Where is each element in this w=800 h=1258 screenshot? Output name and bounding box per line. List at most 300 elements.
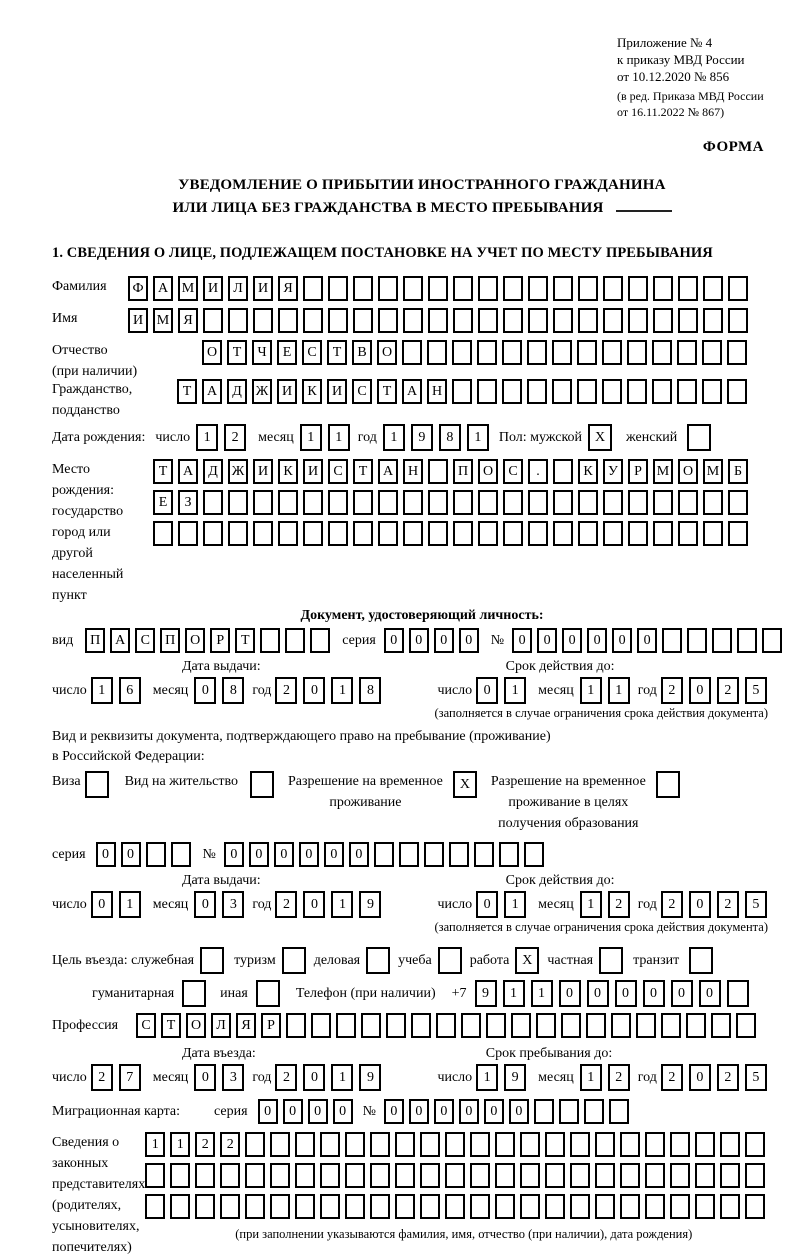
surname-row bbox=[52, 276, 792, 305]
char-cell bbox=[420, 1132, 440, 1157]
char-cell: 2 bbox=[661, 677, 683, 704]
purpose-business-checkbox bbox=[366, 947, 390, 974]
stay-issue-day-label: число bbox=[52, 896, 87, 912]
char-cell: П bbox=[85, 628, 105, 653]
char-cell bbox=[745, 1194, 765, 1219]
char-cell: 5 bbox=[745, 891, 767, 918]
char-cell bbox=[200, 947, 224, 974]
purpose-private-checkbox bbox=[599, 947, 623, 974]
char-cell: 0 bbox=[476, 891, 498, 918]
char-cell bbox=[552, 379, 572, 404]
residence-permit-label: Вид на жительство bbox=[124, 773, 238, 789]
char-cell: Т bbox=[161, 1013, 181, 1038]
char-cell bbox=[552, 340, 572, 365]
char-cell bbox=[553, 276, 573, 301]
char-cell bbox=[374, 842, 394, 867]
char-cell: 9 bbox=[359, 891, 381, 918]
char-cell: 0 bbox=[689, 1064, 711, 1091]
char-cell bbox=[278, 308, 298, 333]
char-cell: Т bbox=[327, 340, 347, 365]
char-cell bbox=[545, 1194, 565, 1219]
char-cell bbox=[686, 1013, 706, 1038]
char-cell: 3 bbox=[222, 1064, 244, 1091]
char-cell bbox=[370, 1163, 390, 1188]
char-cell: К bbox=[302, 379, 322, 404]
stay-valid-month-cells bbox=[580, 891, 630, 918]
char-cell bbox=[603, 490, 623, 515]
migration-card-label: Миграционная карта: bbox=[52, 1103, 181, 1119]
char-cell: 1 bbox=[580, 891, 602, 918]
birthdate-row bbox=[52, 424, 792, 451]
char-cell: С bbox=[136, 1013, 156, 1038]
char-cell bbox=[578, 521, 598, 546]
char-cell: И bbox=[253, 276, 273, 301]
char-cell: А bbox=[153, 276, 173, 301]
stay-doc-dates-row bbox=[52, 891, 792, 918]
entry-date-headings bbox=[52, 1046, 792, 1062]
entry-dates-row bbox=[52, 1064, 792, 1091]
char-cell: Ф bbox=[128, 276, 148, 301]
char-cell bbox=[728, 276, 748, 301]
char-cell: Е bbox=[153, 490, 173, 515]
birthplace-cells-row3 bbox=[153, 521, 748, 546]
char-cell bbox=[703, 490, 723, 515]
char-cell bbox=[478, 276, 498, 301]
char-cell bbox=[178, 521, 198, 546]
stay-doc-series-cells bbox=[96, 842, 191, 867]
char-cell bbox=[470, 1194, 490, 1219]
char-cell: О bbox=[377, 340, 397, 365]
char-cell bbox=[403, 276, 423, 301]
char-cell bbox=[449, 842, 469, 867]
char-cell bbox=[636, 1013, 656, 1038]
char-cell bbox=[727, 379, 747, 404]
purpose-private-label: частная bbox=[547, 952, 594, 968]
char-cell: Д bbox=[203, 459, 223, 484]
char-cell: У bbox=[603, 459, 623, 484]
char-cell: Н bbox=[403, 459, 423, 484]
id-doc-note: (заполняется в случае ограничения срока действия документа) bbox=[434, 705, 768, 720]
surname-label: Фамилия bbox=[52, 278, 107, 294]
char-cell: 0 bbox=[459, 1099, 479, 1124]
char-cell bbox=[345, 1132, 365, 1157]
char-cell: 0 bbox=[303, 1064, 325, 1091]
char-cell: Л bbox=[211, 1013, 231, 1038]
char-cell: 1 bbox=[170, 1132, 190, 1157]
char-cell bbox=[328, 521, 348, 546]
char-cell bbox=[445, 1163, 465, 1188]
char-cell bbox=[620, 1194, 640, 1219]
char-cell bbox=[595, 1194, 615, 1219]
char-cell bbox=[511, 1013, 531, 1038]
char-cell: 1 bbox=[580, 1064, 602, 1091]
char-cell: 1 bbox=[91, 677, 113, 704]
char-cell: 2 bbox=[224, 424, 246, 451]
char-cell: Т bbox=[377, 379, 397, 404]
char-cell bbox=[628, 308, 648, 333]
char-cell: С bbox=[135, 628, 155, 653]
char-cell bbox=[445, 1194, 465, 1219]
char-cell bbox=[603, 308, 623, 333]
char-cell bbox=[536, 1013, 556, 1038]
char-cell bbox=[670, 1132, 690, 1157]
identity-doc-heading: Документ, удостоверяющий личность: bbox=[300, 607, 544, 623]
purpose-tourism-label: туризм bbox=[234, 952, 276, 968]
migration-card-series-label: серия bbox=[214, 1103, 248, 1119]
char-cell bbox=[603, 521, 623, 546]
char-cell: Н bbox=[427, 379, 447, 404]
char-cell bbox=[545, 1163, 565, 1188]
char-cell bbox=[736, 1013, 756, 1038]
char-cell bbox=[228, 308, 248, 333]
char-cell bbox=[203, 490, 223, 515]
id-doc-number-cells bbox=[512, 628, 782, 653]
char-cell: Б bbox=[728, 459, 748, 484]
temp-residence-label: Разрешение на временное проживание bbox=[287, 773, 443, 810]
char-cell: 9 bbox=[475, 980, 497, 1007]
char-cell bbox=[278, 521, 298, 546]
char-cell: Р bbox=[628, 459, 648, 484]
char-cell bbox=[728, 308, 748, 333]
char-cell bbox=[270, 1194, 290, 1219]
char-cell bbox=[645, 1163, 665, 1188]
char-cell bbox=[145, 1194, 165, 1219]
char-cell bbox=[520, 1132, 540, 1157]
char-cell: 0 bbox=[643, 980, 665, 1007]
id-valid-year-label: год bbox=[637, 682, 657, 698]
sex-male-checkbox bbox=[588, 424, 612, 451]
char-cell: 0 bbox=[121, 842, 141, 867]
char-cell: 2 bbox=[717, 891, 739, 918]
birthplace-block bbox=[52, 459, 792, 606]
temp-residence-edu-label: Разрешение на временное проживание в целях получения образования bbox=[490, 773, 646, 831]
char-cell bbox=[528, 521, 548, 546]
char-cell bbox=[311, 1013, 331, 1038]
stay-until-heading: Срок пребывания до: bbox=[485, 1045, 613, 1061]
char-cell bbox=[328, 308, 348, 333]
char-cell bbox=[503, 276, 523, 301]
id-doc-date-headings bbox=[52, 659, 792, 675]
char-cell bbox=[670, 1194, 690, 1219]
char-cell bbox=[478, 490, 498, 515]
char-cell bbox=[170, 1194, 190, 1219]
char-cell: 0 bbox=[303, 891, 325, 918]
char-cell bbox=[427, 340, 447, 365]
purpose-humanitarian-checkbox bbox=[182, 980, 206, 1007]
char-cell bbox=[270, 1132, 290, 1157]
char-cell bbox=[478, 308, 498, 333]
char-cell bbox=[595, 1132, 615, 1157]
char-cell bbox=[203, 308, 223, 333]
char-cell bbox=[570, 1194, 590, 1219]
char-cell bbox=[453, 521, 473, 546]
phone-cells bbox=[475, 980, 749, 1007]
char-cell bbox=[728, 521, 748, 546]
char-cell bbox=[520, 1194, 540, 1219]
char-cell bbox=[146, 842, 166, 867]
char-cell bbox=[461, 1013, 481, 1038]
char-cell: И bbox=[253, 459, 273, 484]
stay-until-year-label: год bbox=[637, 1069, 657, 1085]
id-valid-month-label: месяц bbox=[538, 682, 574, 698]
char-cell: А bbox=[402, 379, 422, 404]
stay-valid-day-cells bbox=[476, 891, 526, 918]
char-cell bbox=[285, 628, 305, 653]
char-cell bbox=[395, 1194, 415, 1219]
char-cell bbox=[477, 340, 497, 365]
form-title-line1: УВЕДОМЛЕНИЕ О ПРИБЫТИИ ИНОСТРАННОГО ГРАЖДАНИНА bbox=[178, 177, 666, 194]
entry-date-heading: Дата въезда: bbox=[182, 1045, 256, 1061]
char-cell bbox=[428, 459, 448, 484]
appendix-line-5: от 16.11.2022 № 867) bbox=[617, 105, 725, 120]
id-issue-month-cells bbox=[194, 677, 244, 704]
char-cell bbox=[428, 276, 448, 301]
char-cell bbox=[645, 1132, 665, 1157]
char-cell bbox=[145, 1163, 165, 1188]
stay-until-month-label: месяц bbox=[538, 1069, 574, 1085]
char-cell bbox=[678, 308, 698, 333]
entry-purpose-row bbox=[52, 947, 792, 974]
char-cell bbox=[353, 521, 373, 546]
char-cell: С bbox=[302, 340, 322, 365]
char-cell bbox=[687, 424, 711, 451]
char-cell bbox=[182, 980, 206, 1007]
char-cell bbox=[366, 947, 390, 974]
char-cell bbox=[628, 521, 648, 546]
stay-issue-year-cells bbox=[275, 891, 381, 918]
char-cell bbox=[420, 1194, 440, 1219]
char-cell: 0 bbox=[612, 628, 632, 653]
char-cell: П bbox=[453, 459, 473, 484]
char-cell: 0 bbox=[194, 1064, 216, 1091]
char-cell: Я bbox=[278, 276, 298, 301]
id-issue-year-label: год bbox=[252, 682, 272, 698]
stay-doc-series-row bbox=[52, 842, 792, 867]
entry-day-label: число bbox=[52, 1069, 87, 1085]
citizenship-label: Гражданство, подданство bbox=[52, 381, 133, 418]
char-cell bbox=[745, 1163, 765, 1188]
char-cell bbox=[559, 1099, 579, 1124]
char-cell bbox=[370, 1194, 390, 1219]
char-cell: X bbox=[588, 424, 612, 451]
char-cell bbox=[353, 490, 373, 515]
char-cell bbox=[170, 1163, 190, 1188]
char-cell: 0 bbox=[258, 1099, 278, 1124]
char-cell bbox=[295, 1132, 315, 1157]
char-cell bbox=[477, 379, 497, 404]
char-cell: И bbox=[303, 459, 323, 484]
char-cell bbox=[245, 1132, 265, 1157]
char-cell bbox=[85, 771, 109, 798]
id-doc-series-label: серия bbox=[342, 632, 376, 648]
char-cell bbox=[627, 340, 647, 365]
char-cell: 0 bbox=[476, 677, 498, 704]
char-cell bbox=[628, 490, 648, 515]
char-cell bbox=[402, 340, 422, 365]
char-cell bbox=[378, 308, 398, 333]
char-cell bbox=[282, 947, 306, 974]
char-cell bbox=[303, 308, 323, 333]
form-label: ФОРМА bbox=[702, 139, 764, 156]
surname-cells bbox=[128, 276, 748, 301]
char-cell bbox=[703, 276, 723, 301]
char-cell bbox=[370, 1132, 390, 1157]
char-cell: А bbox=[202, 379, 222, 404]
title-underline bbox=[616, 209, 672, 212]
char-cell: 0 bbox=[434, 1099, 454, 1124]
char-cell bbox=[424, 842, 444, 867]
id-doc-type-label: вид bbox=[52, 632, 74, 648]
id-doc-type-cells bbox=[85, 628, 330, 653]
char-cell bbox=[584, 1099, 604, 1124]
stay-doc-intro1: Вид и реквизиты документа, подтверждающего право на пребывание (проживание) bbox=[52, 728, 551, 744]
char-cell bbox=[438, 947, 462, 974]
char-cell bbox=[653, 276, 673, 301]
char-cell bbox=[320, 1194, 340, 1219]
char-cell bbox=[403, 308, 423, 333]
phone-prefix: +7 bbox=[451, 985, 467, 1001]
char-cell: 0 bbox=[512, 628, 532, 653]
char-cell bbox=[361, 1013, 381, 1038]
char-cell bbox=[745, 1132, 765, 1157]
char-cell bbox=[620, 1163, 640, 1188]
char-cell bbox=[503, 490, 523, 515]
id-issue-year-cells bbox=[275, 677, 381, 704]
id-doc-valid-heading: Срок действия до: bbox=[505, 658, 615, 674]
char-cell bbox=[495, 1132, 515, 1157]
char-cell bbox=[474, 842, 494, 867]
char-cell bbox=[499, 842, 519, 867]
char-cell: 9 bbox=[359, 1064, 381, 1091]
char-cell bbox=[395, 1132, 415, 1157]
char-cell bbox=[553, 308, 573, 333]
patronymic-cells bbox=[202, 340, 747, 365]
id-doc-type-row bbox=[52, 628, 792, 653]
visa-checkbox bbox=[85, 771, 109, 798]
id-issue-month-label: месяц bbox=[152, 682, 189, 698]
char-cell: 1 bbox=[331, 891, 353, 918]
char-cell bbox=[561, 1013, 581, 1038]
char-cell: Ч bbox=[252, 340, 272, 365]
stay-valid-day-label: число bbox=[437, 896, 473, 912]
char-cell: З bbox=[178, 490, 198, 515]
char-cell bbox=[678, 276, 698, 301]
char-cell: 0 bbox=[308, 1099, 328, 1124]
id-valid-month-cells bbox=[580, 677, 630, 704]
char-cell: 1 bbox=[504, 677, 526, 704]
char-cell bbox=[303, 490, 323, 515]
citizenship-row bbox=[52, 379, 792, 418]
char-cell bbox=[403, 490, 423, 515]
char-cell bbox=[527, 379, 547, 404]
firstname-label: Имя bbox=[52, 310, 78, 326]
char-cell: 2 bbox=[195, 1132, 215, 1157]
char-cell bbox=[703, 521, 723, 546]
char-cell: Т bbox=[177, 379, 197, 404]
char-cell: 1 bbox=[531, 980, 553, 1007]
char-cell: 0 bbox=[409, 628, 429, 653]
entry-day-cells bbox=[91, 1064, 141, 1091]
char-cell bbox=[195, 1163, 215, 1188]
char-cell: М bbox=[703, 459, 723, 484]
birth-month-cells bbox=[300, 424, 350, 451]
char-cell bbox=[320, 1132, 340, 1157]
entry-month-cells bbox=[194, 1064, 244, 1091]
char-cell: Ж bbox=[228, 459, 248, 484]
char-cell: 1 bbox=[383, 424, 405, 451]
appendix-reference bbox=[617, 34, 792, 121]
char-cell: 0 bbox=[434, 628, 454, 653]
stay-doc-series-label: серия bbox=[52, 846, 86, 862]
char-cell bbox=[711, 1013, 731, 1038]
char-cell: X bbox=[515, 947, 539, 974]
appendix-line-4: (в ред. Приказа МВД России bbox=[617, 89, 764, 104]
purpose-official-label: Цель въезда: служебная bbox=[52, 952, 195, 968]
migration-card-series-cells bbox=[258, 1099, 353, 1124]
char-cell: 0 bbox=[384, 628, 404, 653]
purpose-work-label: работа bbox=[469, 952, 510, 968]
char-cell: 0 bbox=[689, 891, 711, 918]
char-cell: 6 bbox=[119, 677, 141, 704]
migration-card-number-cells bbox=[384, 1099, 629, 1124]
char-cell: О bbox=[186, 1013, 206, 1038]
char-cell: 1 bbox=[328, 424, 350, 451]
id-issue-day-cells bbox=[91, 677, 141, 704]
char-cell: О bbox=[202, 340, 222, 365]
char-cell bbox=[602, 379, 622, 404]
char-cell: 0 bbox=[96, 842, 116, 867]
char-cell: О bbox=[185, 628, 205, 653]
char-cell bbox=[220, 1163, 240, 1188]
char-cell: К bbox=[578, 459, 598, 484]
char-cell bbox=[599, 947, 623, 974]
char-cell bbox=[378, 490, 398, 515]
char-cell bbox=[245, 1163, 265, 1188]
char-cell: А bbox=[110, 628, 130, 653]
char-cell bbox=[228, 490, 248, 515]
char-cell: О bbox=[678, 459, 698, 484]
char-cell bbox=[611, 1013, 631, 1038]
char-cell: 1 bbox=[503, 980, 525, 1007]
char-cell bbox=[502, 340, 522, 365]
purpose-official-checkbox bbox=[200, 947, 224, 974]
char-cell bbox=[253, 308, 273, 333]
char-cell bbox=[662, 628, 682, 653]
char-cell: 0 bbox=[484, 1099, 504, 1124]
appendix-line-2: к приказу МВД России bbox=[617, 52, 745, 68]
char-cell bbox=[470, 1132, 490, 1157]
birthplace-label: Место рождения: государство город или другой населенный пункт bbox=[52, 461, 124, 603]
char-cell: Т bbox=[353, 459, 373, 484]
char-cell bbox=[295, 1194, 315, 1219]
char-cell bbox=[295, 1163, 315, 1188]
char-cell: Т bbox=[153, 459, 173, 484]
visa-label: Виза bbox=[52, 773, 81, 789]
char-cell: 8 bbox=[439, 424, 461, 451]
char-cell bbox=[520, 1163, 540, 1188]
char-cell bbox=[503, 521, 523, 546]
birth-year-label: год bbox=[357, 429, 377, 445]
char-cell: 2 bbox=[608, 1064, 630, 1091]
birthplace-cells-row2 bbox=[153, 490, 748, 515]
char-cell bbox=[502, 379, 522, 404]
stay-valid-month-label: месяц bbox=[538, 896, 574, 912]
char-cell: 0 bbox=[299, 842, 319, 867]
char-cell: Т bbox=[227, 340, 247, 365]
char-cell bbox=[578, 490, 598, 515]
char-cell bbox=[695, 1163, 715, 1188]
representatives-label: Сведения о законных представителях (родителях, усыновителях, попечителях) bbox=[52, 1134, 146, 1255]
